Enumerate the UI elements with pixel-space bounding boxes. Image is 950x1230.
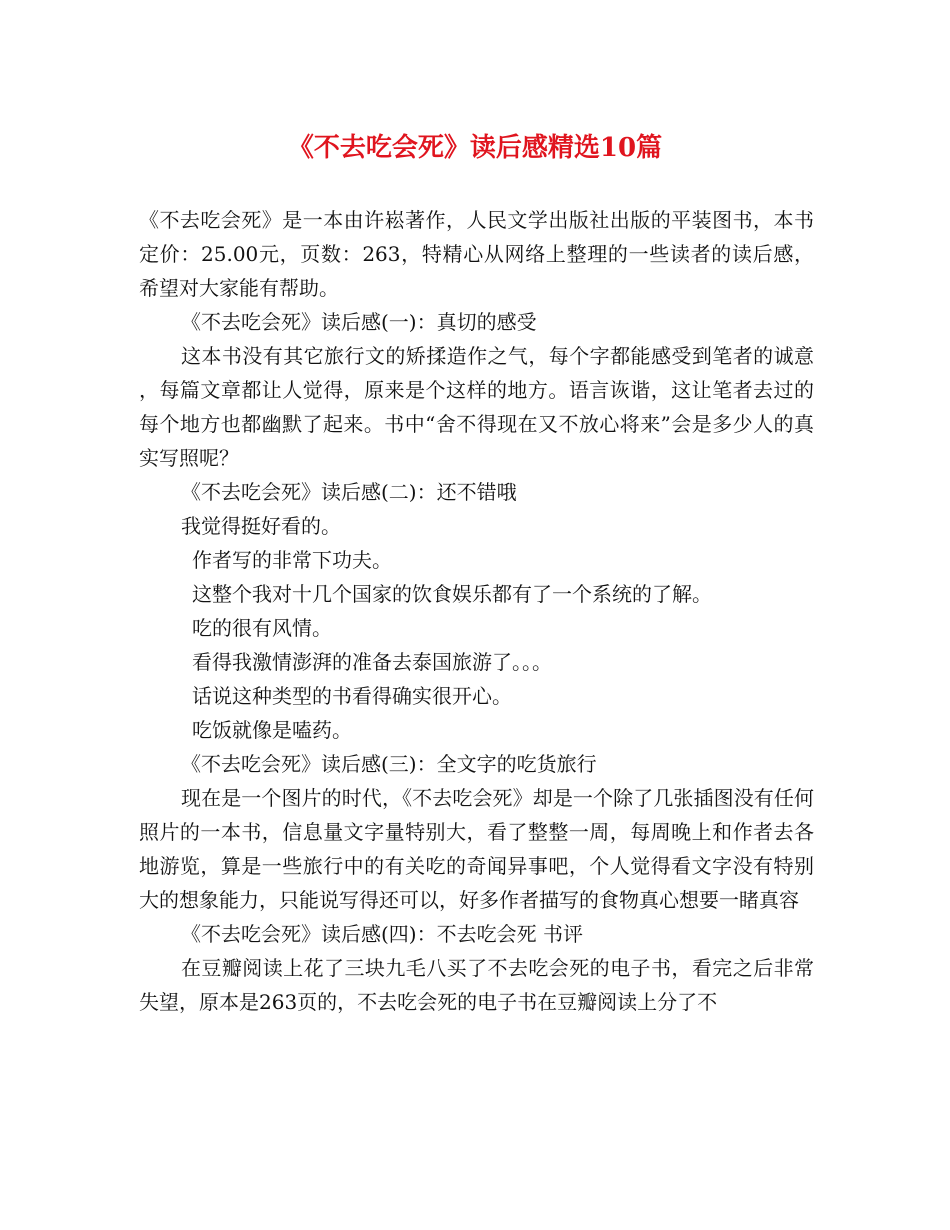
section-1-heading: 《不去吃会死》读后感(一)：真切的感受 <box>181 310 537 334</box>
section-4-heading: 《不去吃会死》读后感(四)：不去吃会死 书评 <box>181 922 583 946</box>
section-2-line: 作者写的非常下功夫。 <box>192 548 392 572</box>
section-2-line: 吃的很有风情。 <box>192 616 332 640</box>
section-1-paragraph: 这本书没有其它旅行文的矫揉造作之气，每个字都能感受到笔者的诚意，每篇文章都让人觉得，原来是个这样的地方。语言诙谐，这让笔者去过的每个地方也都幽默了起来。书中“舍不得现在又不放心将来”会是多少人的真实写照呢？ <box>139 344 814 470</box>
section-2-line: 这整个我对十几个国家的饮食娱乐都有了一个系统的了解。 <box>192 582 712 606</box>
section-2-heading: 《不去吃会死》读后感(二)：还不错哦 <box>181 480 517 504</box>
section-2-lead: 我觉得挺好看的。 <box>181 514 341 538</box>
section-3-heading: 《不去吃会死》读后感(三)：全文字的吃货旅行 <box>181 752 597 776</box>
section-2-line: 话说这种类型的书看得确实很开心。 <box>192 684 512 708</box>
section-2-line: 看得我激情澎湃的准备去泰国旅游了。。。 <box>192 650 552 674</box>
section-2-line: 吃饭就像是嗑药。 <box>192 718 352 742</box>
section-3-paragraph: 现在是一个图片的时代，《不去吃会死》却是一个除了几张插图没有任何照片的一本书，信息量文字量特别大，看了整整一周，每周晚上和作者去各地游览，算是一些旅行中的有关吃的奇闻异事吧，个人觉得看文字没有特别大的想象能力，只能说写得还可以，好多作者描写的食物真心想要一睹真容 <box>139 786 814 912</box>
document-body <box>139 203 814 1019</box>
document-title: 《不去吃会死》读后感精选10篇 <box>287 133 663 163</box>
section-4-paragraph: 在豆瓣阅读上花了三块九毛八买了不去吃会死的电子书，看完之后非常失望，原本是263页的，不去吃会死的电子书在豆瓣阅读上分了不 <box>139 956 814 1014</box>
intro-paragraph: 《不去吃会死》是一本由许崧著作，人民文学出版社出版的平装图书，本书定价：25.00元，页数：263，特精心从网络上整理的一些读者的读后感，希望对大家能有帮助。 <box>139 208 814 300</box>
